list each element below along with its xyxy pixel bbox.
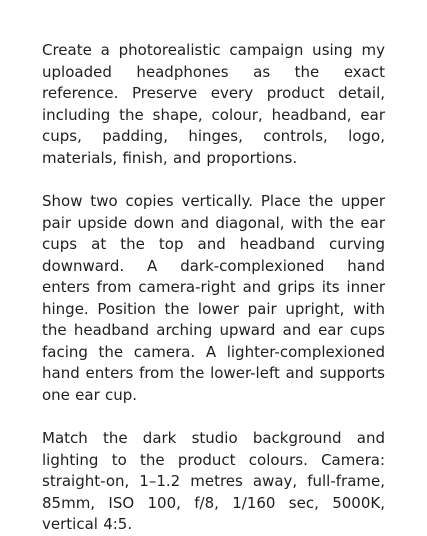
paragraph-lighting-camera: Match the dark studio background and lighting to the product colours. Camera: straight-on, 1–1.2 metres away, full-frame, 85mm, ISO 100, f/8, 1/160 sec, 5000K, vertical 4:5. (42, 429, 385, 533)
paragraph-product-reference: Create a photorealistic campaign using my uploaded headphones as the exact reference. Preserve every product detail, including the shape, colour, headband, ear cups, padding, hinges, controls, logo, materials, finish, and proportions. (42, 41, 385, 167)
paragraph-composition: Show two copies vertically. Place the upper pair upside down and diagonal, with the ear cups at the top and headband curving downward. A dark-complexioned hand enters from camera-right and grips its inner hinge. Position the lower pair upright, with the headband arching upward and ear cups facing the camera. A lighter-complexioned hand enters from the lower-left and supports one ear cup. (42, 192, 385, 404)
